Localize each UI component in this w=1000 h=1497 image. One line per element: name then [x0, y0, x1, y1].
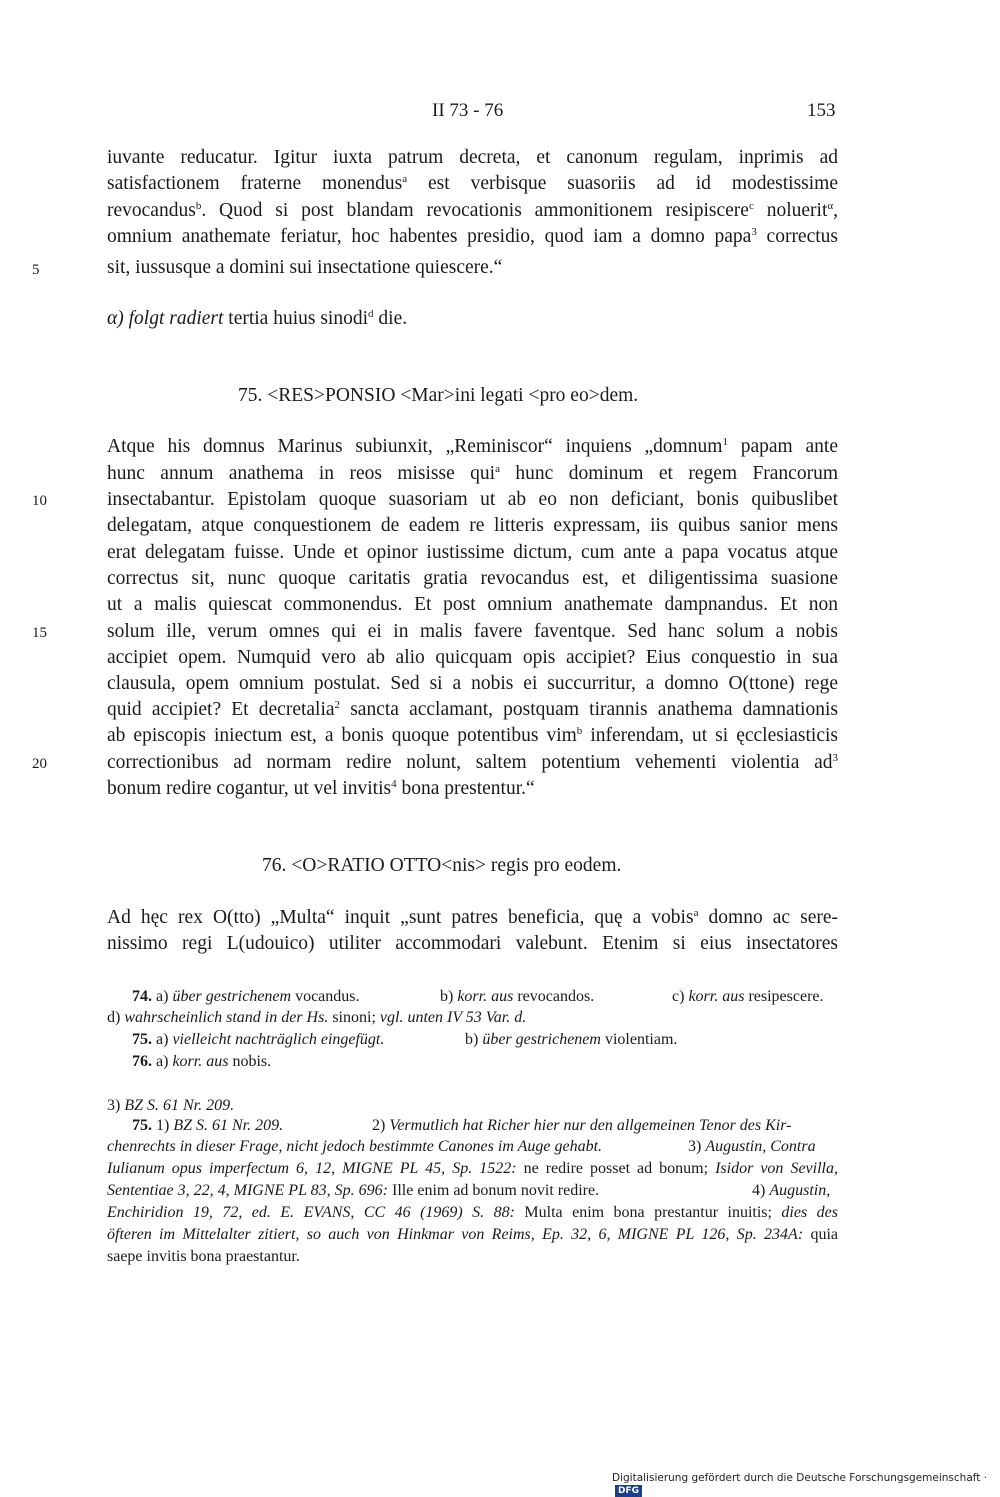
- note-line: chenrechts in dieser Frage, nicht jedoch bestimmte Canones im Auge gehabt.: [107, 1138, 603, 1155]
- note-line: 2) Vermutlich hat Richer hier nur den allgemeinen Tenor des Kir-: [372, 1117, 792, 1134]
- note-line: Enchiridion 19, 72, ed. E. EVANS, CC 46 (1969) S. 88: Multa enim bona prestantur inuitis; dies des: [107, 1204, 838, 1221]
- text-line: delegatam, atque conquestionem de eadem re litteris expressam, iis quibus sanior mens: [107, 515, 838, 536]
- chapter-heading: 76. <O>RATIO OTTO<nis> regis pro eodem.: [262, 855, 622, 876]
- text-line: iuvante reducatur. Igitur iuxta patrum decreta, et canonum regulam, inprimis ad: [107, 147, 838, 168]
- text-line: sit, iussusque a domini sui insectatione quiescere.“: [107, 257, 503, 278]
- note-line: Iulianum opus imperfectum 6, 12, MIGNE PL 45, Sp. 1522: ne redire posset ad bonum; Isidor von Sevilla,: [107, 1160, 838, 1177]
- text-line: omnium anathemate feriatur, hoc habentes presidio, quod iam a domno papa$^3$ correctus: [107, 226, 838, 247]
- text-line: clausula, opem omnium postulat. Sed si a nobis ei succurritur, a domno O(ttone) rege: [107, 673, 838, 694]
- apparatus-line: 76. a) korr. aus nobis.: [132, 1053, 272, 1070]
- note-line: öfteren im Mittelalter zitiert, so auch von Hinkmar von Reims, Ep. 32, 6, MIGNE PL 126, Sp. 234A: quia: [107, 1226, 839, 1243]
- note-line: 75. 1) BZ S. 61 Nr. 209.: [132, 1117, 284, 1134]
- text-line: ab episcopis iniectum est, a bonis quoque potentibus vim$^b$ inferendam, ut si ęcclesiasticis: [107, 725, 838, 746]
- apparatus-line: 75. a) vielleicht nachträglich eingefügt.: [132, 1031, 385, 1048]
- text-line: correctionibus ad normam redire nolunt, saltem potentium vehementi violentia $ad^3$: [107, 752, 838, 773]
- text-line: Atque his domnus Marinus subiunxit, „Reminiscor“ inquiens „domnum$^1$ papam ante: [107, 436, 838, 457]
- text-line: ut a malis quiescat commonendus. Et post omnium anathemate dampnandus. Et non: [107, 594, 838, 615]
- text-line: hunc annum anathema in reos misisse qui$^a$ hunc dominum et regem Francorum: [107, 463, 838, 484]
- line-number: 15: [32, 625, 47, 641]
- apparatus-line: b) über gestrichenem violentiam.: [465, 1031, 678, 1048]
- note-line: 3) BZ S. 61 Nr. 209.: [107, 1097, 235, 1114]
- note-line: 3) Augustin, Contra: [688, 1138, 816, 1155]
- text-line: bonum redire cogantur, ut vel invitis$^4$ bona prestentur.“: [107, 778, 535, 799]
- text-line: quid accipiet? Et decretalia$^2$ sancta acclamant, postquam tirannis anathema damnationis: [107, 699, 838, 720]
- line-number: 10: [32, 493, 47, 509]
- page-number: 153: [807, 100, 836, 121]
- text-line: accipiet opem. Numquid vero ab alio quicquam opis accipiet? Eius conquestio in sua: [107, 647, 838, 668]
- text-line: nissimo regi L(udouico) utiliter accommodari valebunt. Etenim si eius insectatores: [107, 933, 838, 954]
- note-line: Sententiae 3, 22, 4, MIGNE PL 83, Sp. 696: Ille enim ad bonum novit redire.: [107, 1182, 600, 1199]
- dfg-logo: DFG: [615, 1485, 642, 1497]
- apparatus-line: d) wahrscheinlich stand in der Hs. sinoni; vgl. unten IV 53 Var. d.: [107, 1009, 527, 1026]
- funding-footer: Digitalisierung gefördert durch die Deutsche Forschungsgemeinschaft ·DFG: [612, 1472, 988, 1496]
- text-line: insectabantur. Epistolam quoque suasoriam ut ab eo non deficiant, bonis quibuslibet: [107, 489, 838, 510]
- text-line: Ad hęc rex O(tto) „Multa“ inquit „sunt patres beneficia, quę a vobis$^a$ domno ac sere-: [107, 907, 838, 928]
- running-head: II 73 - 76: [432, 100, 504, 121]
- text-line: erat delegatam fuisse. Unde et opinor iustissime dictum, cum ante a papa vocatus atque: [107, 542, 838, 563]
- text-line: revocandus$^b$. Quod si post blandam revocationis ammonitionem resipiscere$^c$ noluerit$^\alpha$,: [107, 200, 838, 221]
- line-number: 5: [32, 262, 40, 278]
- note-line: 4) Augustin,: [752, 1182, 831, 1199]
- apparatus-line: b) korr. aus revocandos.: [440, 988, 595, 1005]
- text-line: solum ille, verum omnes qui ei in malis favere faventque. Sed hanc solum a nobis: [107, 621, 838, 642]
- apparatus-line: c) korr. aus resipescere.: [672, 988, 824, 1005]
- note-line: saepe invitis bona praestantur.: [107, 1248, 300, 1265]
- line-number: 20: [32, 756, 47, 772]
- chapter-heading: 75. <RES>PONSIO <Mar>ini legati <pro eo>dem.: [238, 385, 639, 406]
- text-line: satisfactionem fraterne monendus$^a$ est verbisque suasoriis ad id modestissime: [107, 173, 838, 194]
- variant-note: α) folgt radiert tertia huius sinodi$^d$ die.: [107, 308, 408, 329]
- apparatus-line: 74. a) über gestrichenem vocandus.: [132, 988, 360, 1005]
- text-line: correctus sit, nunc quoque caritatis gratia revocandus est, et diligentissima suasione: [107, 568, 838, 589]
